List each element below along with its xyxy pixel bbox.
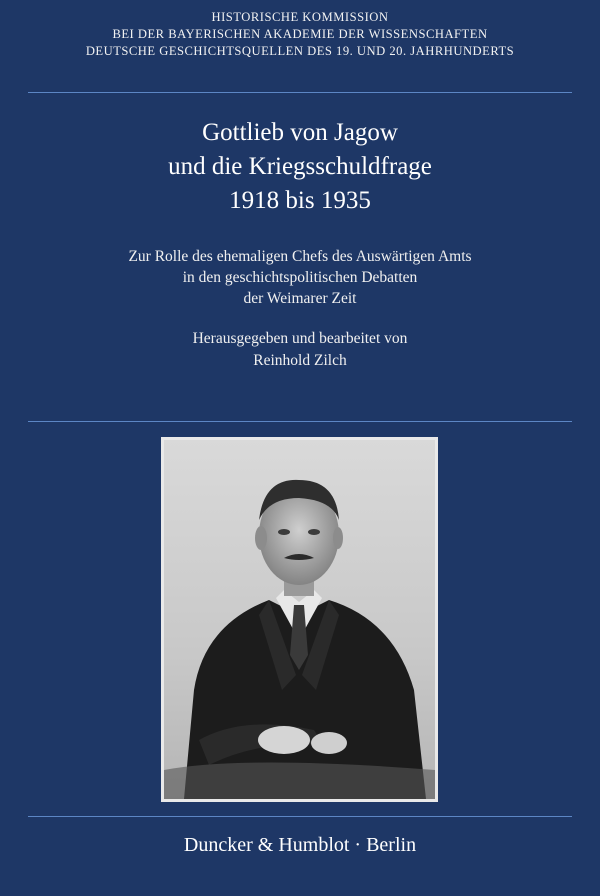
series-header-line-2: BEI DER BAYERISCHEN AKADEMIE DER WISSENSCHAFTEN	[112, 27, 488, 41]
divider-bottom	[28, 816, 572, 817]
title-line-3: 1918 bis 1935	[229, 187, 371, 214]
portrait-photo-icon	[164, 440, 435, 799]
divider-top	[28, 92, 572, 93]
publisher-imprint: Duncker & Humblot · Berlin	[183, 834, 417, 856]
editor-role: Herausgegeben und bearbeitet von	[192, 330, 408, 347]
series-header-line-1: HISTORISCHE KOMMISSION	[211, 10, 389, 24]
book-subtitle	[0, 246, 600, 309]
subtitle-line-1: Zur Rolle des ehemaligen Chefs des Auswärtigen Amts	[128, 248, 472, 265]
portrait-photo	[161, 437, 438, 802]
title-line-1: Gottlieb von Jagow	[202, 119, 398, 146]
book-title	[0, 116, 600, 218]
editor-name: Reinhold Zilch	[253, 352, 347, 369]
series-header	[0, 9, 600, 60]
title-line-2: und die Kriegsschuldfrage	[168, 153, 432, 180]
subtitle-line-3: der Weimarer Zeit	[243, 290, 357, 307]
series-header-line-3: DEUTSCHE GESCHICHTSQUELLEN DES 19. UND 20. JAHRHUNDERTS	[85, 44, 515, 58]
divider-middle	[28, 421, 572, 422]
editor-credit	[0, 328, 600, 372]
subtitle-line-2: in den geschichtspolitischen Debatten	[182, 269, 418, 286]
